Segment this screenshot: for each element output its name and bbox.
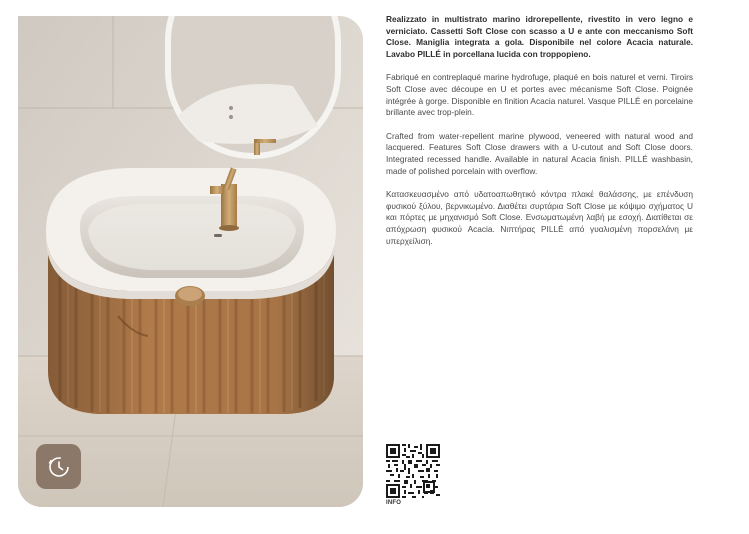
product-description	[386, 14, 693, 259]
description-english: Crafted from water-repellent marine plywood, veneered with natural wood and lacquered. Features Soft Close drawers with a U-cutout and Soft Close doors. Integrated recessed handle. Available in natural Acacia finish. PILLÉ washbasin, made of polished porcelain with overflow.	[386, 130, 693, 176]
clock-timer-icon	[46, 454, 72, 480]
description-greek: Κατασκευασμένο από υδατοαπωθητικό κόντρα πλακέ θαλάσσης, με επένδυση φυσικού ξύλου, βερνικωμένο. Διαθέτει συρτάρια Soft Close με κόψιμο σχήματος U και πόρτες με μηχανισμό Soft Close. Ενσωματωμένη λαβή με εσοχή. Διατίθεται σε απόχρωση φυσικού Acacia. Νιπτήρας PILLÉ από γυαλισμένη πορσελάνη με υπερχείλιση.	[386, 189, 693, 246]
qr-code[interactable]	[386, 444, 440, 498]
description-italian: Realizzato in multistrato marino idrorepellente, rivestito in vero legno e verniciato. Cassetti Soft Close con scasso a U e ante con meccanismo Soft Close. Maniglia integrata a gola. Disponibile nel colore Acacia naturale. Lavabo PILLÉ in porcellana lucida con troppopieno.	[386, 14, 693, 59]
timer-badge[interactable]	[36, 444, 81, 489]
product-photo	[18, 16, 363, 507]
qr-label: INFO	[386, 500, 402, 506]
description-french: Fabriqué en contreplaqué marine hydrofuge, plaqué en bois naturel et verni. Tiroirs Soft Close avec découpe en U et portes avec mécanisme Soft Close. Poignée intégrée à gorge. Disponible en finition Acacia naturel. Vasque PILLÉ en porcelaine brillante avec trop-plein.	[386, 72, 693, 118]
vanity-illustration	[18, 16, 363, 507]
